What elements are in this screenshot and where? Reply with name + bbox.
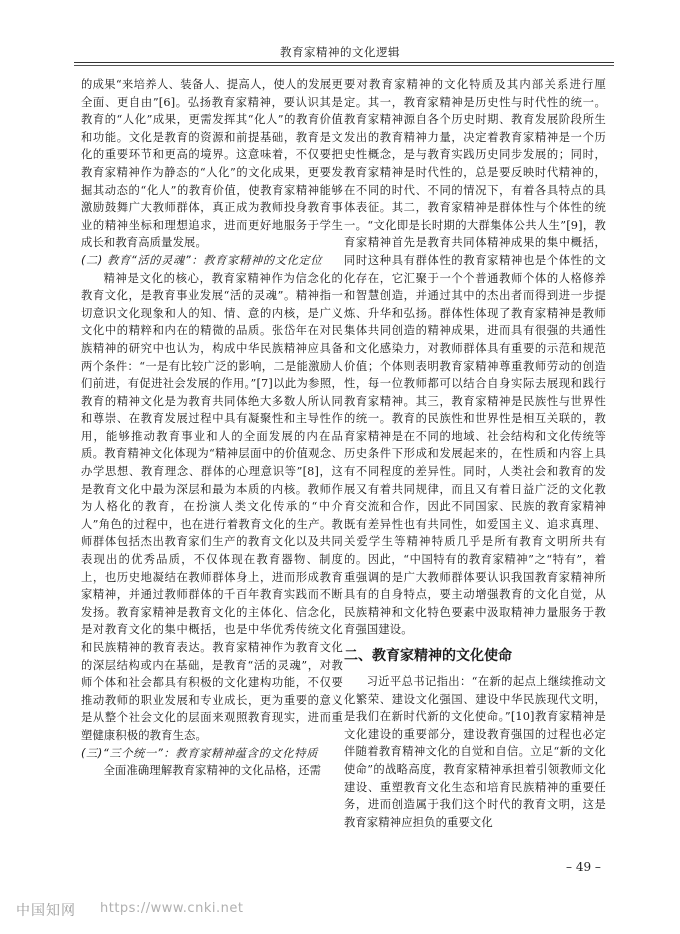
paragraph: 要对教育家精神的文化特质及其内部关系进行厘定。其一，教育家精神是历史性与时代性的统一。教育家精神源自各个历史时期、教育发展阶段所生发出的教育精神力量，决定着教育家精神是一个历史性概念，是与教育实践历史同步发展的；同时，教育家精神是时代性的，总是要反映时代精神的，在不同的时代、不同的情况下，有着各具特点的具体表征。其二，教育家精神是群体性与个体性的统一。“文化即是长时期的大群集体公共人生”[9]，教育家精神首先是教育共同体精神成果的集中概括，同时这种具有群体性的教育家精神也是个体性的文化存在，它汇聚于一个个普通教师个体的人格修养和智慧创造，并通过其中的杰出者而得到进一步提炼、升华和弘扬。群体性体现了教育家精神是教师集体共同创造的精神成果，进而具有很强的共通性和文化感染力，对教师群体具有重要的示范和规范价值；个体则表明教育家精神尊重教师劳动的创造性，每一位教师都可以结合自身实际去展现和践行教育家精神。其三，教育家精神是民族性与世界性的统一。教育的民族性和世界性是相互关联的，教育家精神是在不同的地域、社会结构和文化传统等历史条件下形成和发展起来的，在性质和内容上具有不同程度的差异性。同时，人类社会和教育的发展又有着共同规律，而且又有着日益广泛的文化教育交流和合作，因此不同国家、民族的教育家精神既有差异性也有共同性，如爱国主义、追求真理、关爱学生等精神特质几乎是所有教育文明所共有的。因此，“中国特有的教育家精神”之“特有”，着重强调的是广大教师群体要认识我国教育家精神所具有的自身特点，要主动增强教育的文化自觉，从民族精神和文化特色要素中汲取精神力量服务于教育强国建设。 bbox=[344, 78, 606, 637]
subsection-heading: (二) 教育“活的灵魂”：教育家精神的文化定位 bbox=[81, 253, 323, 267]
paragraph: 精神是文化的核心，教育家精神作为信念化的教育文化，是教育事业发展“活的灵魂”。精神指一切意识文化现象和人的知、情、意的内核，是广义文化中的精粹和内在的精微的品质。张岱年在对民族精神的研究中也认为，构成中华民族精神应具备两个条件：“一是有比较广泛的影响，二是能激励人们前进，有促进社会发展的作用。”[7]以此为参照，教育的精神文化是为教育共同体绝大多数人所认同和尊崇、在教育发展过程中具有凝聚性和主导性作用，能够推动教育事业和人的全面发展的内在品质。教育精神文化体现为“精神层面中的价值观念、办学思想、教育理念、群体的心理意识等”[8]，这是教育文化中最为深层和最为本质的内核。教师作为人格化的教育，在扮演人类文化传承的“中介人”角色的过程中，也在进行着教育文化的生产。教师群体包括杰出教育家们生产的教育文化以及共同表现出的优秀品质，不仅体现在教育器物、制度上，也历史地凝结在教师群体身上，进而形成教育家精神，并通过教师群体的千百年教育实践而不断发扬。教育家精神是教育文化的主体化、信念化，是对教育文化的集中概括，也是中华优秀传统文化和民族精神的教育表达。教育家精神作为教育文化的深层结构或内在基础，是教育“活的灵魂”，对教师个体和社会都具有积极的文化建构功能，不仅要推动教师的职业发展和专业成长，更为重要的意义是从整个社会文化的层面来观照教育现实，进而重塑健康积极的教育生态。 bbox=[81, 271, 343, 742]
paragraph: 习近平总书记指出：“在新的起点上继续推动文化繁荣、建设文化强国、建设中华民族现代文明，是我们在新时代新的文化使命。”[10]教育家精神是文化建设的重要部分，建设教育强国的过程也必定伴随着教育精神文化的自觉和自信。立足“新的文化使命”的战略高度，教育家精神承担着引领教师文化建设、重塑教育文化生态和培育民族精神的重要任务，进而创造属于我们这个时代的教育文明，这是教育家精神应担负的重要文化 bbox=[344, 675, 606, 829]
header-rule bbox=[74, 62, 614, 63]
paragraph: 全面准确理解教育家精神的文化品格，还需 bbox=[103, 764, 322, 778]
paragraph: 的成果“来培养人、装备人、提高人，使人的发展更全面、更自由”[6]。弘扬教育家精神，要认识其是教育的“人化”成果，更需发挥其“化人”的教育价值和功能。文化是教育的资源和前提基础，教育是文化的重要环节和更高的境界。这意味着，不仅要把教育家精神作为静态的“人化”的文化成果，更要发掘其动态的“化人”的教育价值，使教育家精神能够激励鼓舞广大教师群体，真正成为教师投身教育事业的精神坐标和理想追求，进而更好地服务于学生成长和教育高质量发展。 bbox=[81, 78, 343, 250]
right-column bbox=[344, 76, 606, 831]
header-rule-thin bbox=[74, 65, 614, 66]
page-number: – 49 – bbox=[566, 860, 601, 874]
subsection-heading: (三)“三个统一”：教育家精神蕴含的文化特质 bbox=[81, 746, 319, 760]
section-heading: 二、教育家精神的文化使命 bbox=[344, 648, 512, 664]
cnki-logo: 中国知网 bbox=[16, 903, 76, 919]
running-header-title: 教育家精神的文化逻辑 bbox=[280, 45, 400, 59]
watermark-url[interactable]: https://www.cnki.net bbox=[100, 901, 244, 916]
left-column bbox=[81, 76, 343, 780]
